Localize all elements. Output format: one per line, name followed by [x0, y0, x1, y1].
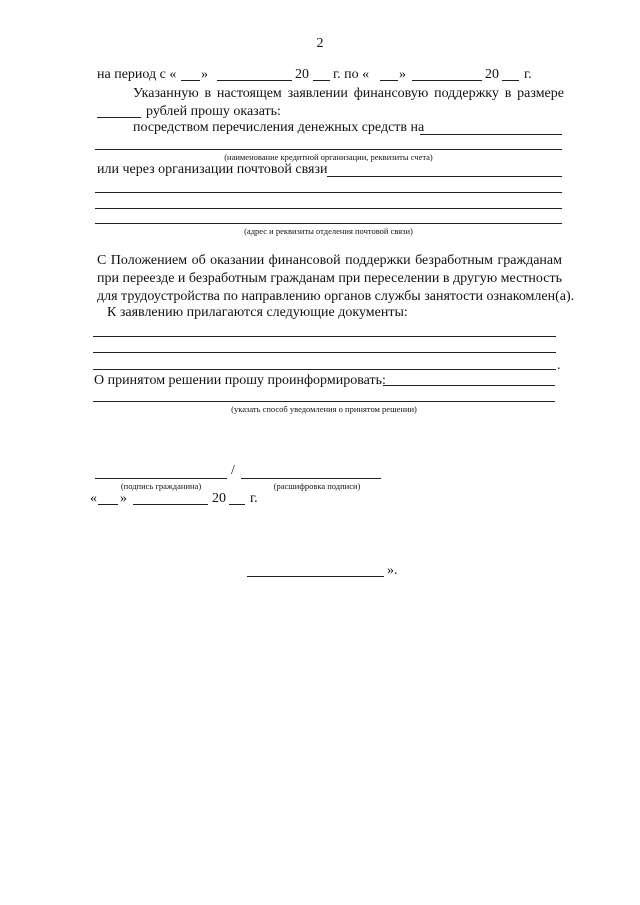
- support-request-line2: рублей прошу оказать:: [146, 104, 281, 119]
- postal-details-field-3[interactable]: [95, 208, 562, 209]
- period-start-year-field[interactable]: [313, 80, 330, 81]
- postal-method-caption: (адрес и реквизиты отделения почтовой связи): [244, 226, 413, 236]
- signature-transcript-field[interactable]: [241, 478, 381, 479]
- date-month-field[interactable]: [133, 504, 208, 505]
- date-close-quote: »: [120, 491, 127, 506]
- notification-label: О принятом решении прошу проинформировать:: [94, 373, 386, 388]
- period-end-year-field[interactable]: [502, 80, 519, 81]
- date-year-prefix: 20: [212, 491, 226, 506]
- documents-field-2[interactable]: [93, 352, 556, 353]
- signature-caption: (подпись гражданина): [120, 481, 202, 491]
- postal-details-field[interactable]: [327, 176, 562, 177]
- period-part2: 20: [295, 67, 309, 82]
- notification-field-2[interactable]: [93, 401, 555, 402]
- postal-details-field-4[interactable]: [95, 223, 562, 224]
- signature-transcript-caption: (расшифровка подписи): [273, 481, 361, 491]
- notification-caption: (указать способ уведомления о принятом решении): [231, 404, 417, 414]
- acknowledgement-line1: С Положением об оказании финансовой поддержки безработным гражданам: [97, 253, 562, 268]
- transfer-method-caption: (наименование кредитной организации, реквизиты счета): [224, 152, 433, 162]
- period-prefix: на период с «: [97, 67, 177, 82]
- postal-method-label: или через организации почтовой связи: [97, 162, 328, 177]
- acknowledgement-line2: при переезде и безработным гражданам при переселении в другую местность: [97, 271, 562, 286]
- period-end-day-field[interactable]: [380, 80, 398, 81]
- documents-end-mark: .: [557, 358, 561, 373]
- period-start-day-field[interactable]: [181, 80, 200, 81]
- period-part4: »: [399, 67, 406, 82]
- date-day-field[interactable]: [98, 504, 118, 505]
- support-request-line1: Указанную в настоящем заявлении финансовую поддержку в размере: [133, 86, 564, 101]
- signature-separator: /: [231, 463, 235, 478]
- period-start-month-field[interactable]: [217, 80, 292, 81]
- date-year-suffix: г.: [250, 491, 258, 506]
- page-number: 2: [316, 36, 324, 51]
- period-part3: г. по «: [333, 67, 370, 82]
- documents-label: К заявлению прилагаются следующие документы:: [107, 305, 408, 320]
- period-part1: »: [201, 67, 208, 82]
- date-open-quote: «: [90, 491, 97, 506]
- support-amount-field[interactable]: [97, 117, 141, 118]
- transfer-method-label: посредством перечисления денежных средств на: [133, 120, 425, 135]
- date-year-field[interactable]: [229, 504, 245, 505]
- documents-field-1[interactable]: [93, 336, 556, 337]
- documents-field-3[interactable]: [93, 369, 556, 370]
- period-part5: 20: [485, 67, 499, 82]
- transfer-details-field[interactable]: [420, 134, 562, 135]
- notification-field[interactable]: [383, 385, 555, 386]
- closing-line: [247, 576, 384, 577]
- acknowledgement-line3: для трудоустройства по направлению органов службы занятости ознакомлен(а).: [97, 289, 575, 304]
- signature-field[interactable]: [95, 478, 227, 479]
- postal-details-field-2[interactable]: [95, 192, 562, 193]
- transfer-details-field-2[interactable]: [95, 149, 562, 150]
- period-part6: г.: [524, 67, 532, 82]
- closing-mark: ».: [387, 563, 398, 578]
- period-end-month-field[interactable]: [412, 80, 482, 81]
